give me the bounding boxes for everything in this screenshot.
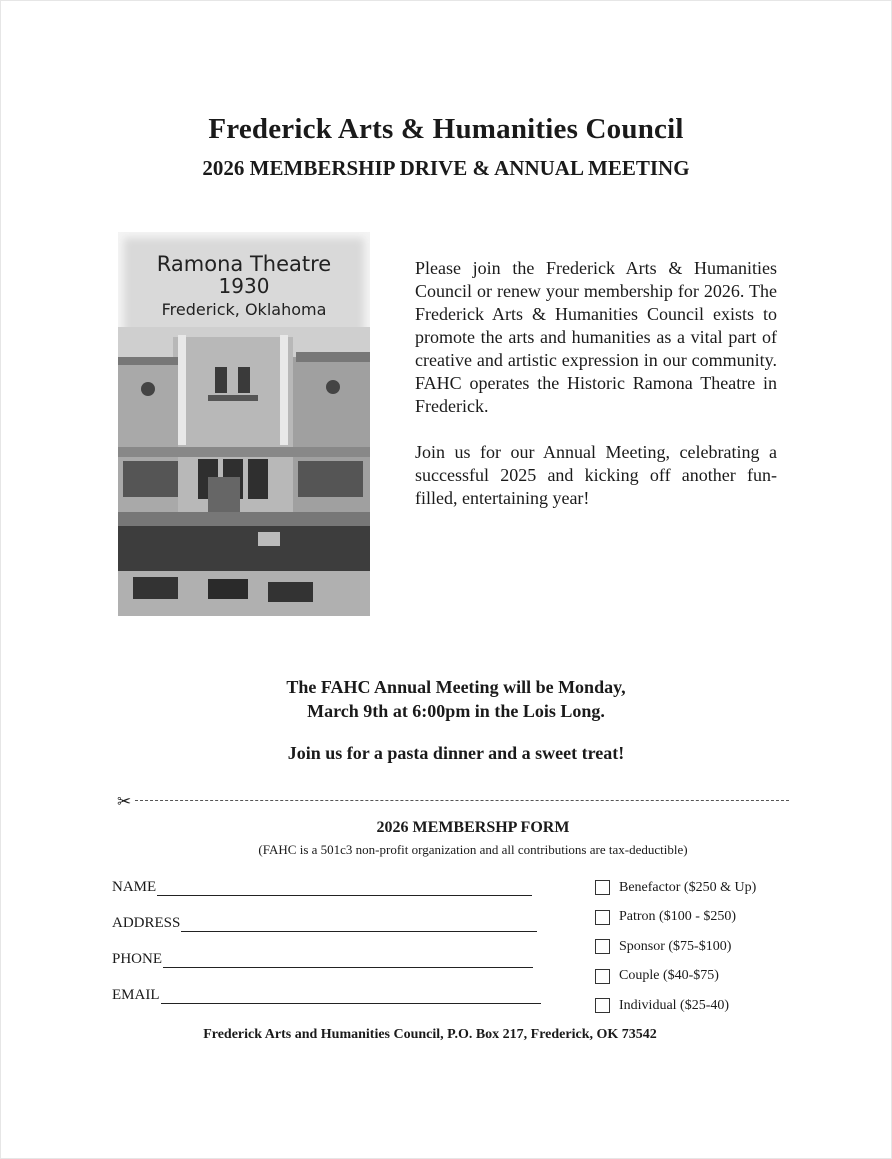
dinner-invitation: Join us for a pasta dinner and a sweet treat!: [287, 743, 625, 763]
checkbox[interactable]: [595, 939, 610, 954]
name-field[interactable]: [112, 879, 532, 896]
address-field[interactable]: [112, 915, 537, 932]
theatre-building-illustration: [118, 327, 370, 616]
email-field[interactable]: [112, 987, 541, 1004]
photo-caption-title: Ramona Theatre: [156, 252, 332, 276]
meeting-date-line2: March 9th at 6:00pm in the Lois Long.: [307, 701, 605, 721]
scissors-icon: ✂: [117, 792, 132, 812]
email-label: EMAIL: [112, 987, 160, 1003]
level-label: Couple ($40-$75): [619, 968, 719, 984]
photo-caption-location: Frederick, Oklahoma: [161, 300, 327, 319]
address-input-line[interactable]: [181, 917, 537, 932]
level-label: Sponsor ($75-$100): [619, 938, 732, 954]
footer-address: Frederick Arts and Humanities Council, P.O. Box 217, Frederick, OK 73542: [203, 1027, 657, 1042]
cut-line: [117, 792, 789, 812]
phone-input-line[interactable]: [163, 953, 533, 968]
checkbox[interactable]: [595, 880, 610, 895]
page-subtitle: 2026 MEMBERSHIP DRIVE & ANNUAL MEETING: [202, 156, 690, 180]
level-sponsor[interactable]: [595, 932, 756, 962]
intro-text: [415, 257, 777, 510]
level-label: Individual ($25-40): [619, 997, 730, 1013]
membership-levels: [595, 873, 756, 1021]
level-patron[interactable]: [595, 903, 756, 933]
name-input-line[interactable]: [157, 881, 532, 896]
ramona-theatre-photo: [118, 232, 370, 616]
name-label: NAME: [112, 879, 157, 895]
level-couple[interactable]: [595, 962, 756, 992]
checkbox[interactable]: [595, 910, 610, 925]
address-label: ADDRESS: [112, 915, 181, 931]
level-individual[interactable]: [595, 991, 756, 1021]
phone-field[interactable]: [112, 951, 533, 968]
intro-paragraph-meeting: Join us for our Annual Meeting, celebrating a successful 2025 and kicking off another fun-filled, entertaining year!: [415, 442, 777, 508]
email-input-line[interactable]: [161, 989, 541, 1004]
dashed-divider: [135, 800, 789, 801]
page-title: Frederick Arts & Humanities Council: [208, 113, 684, 145]
checkbox[interactable]: [595, 969, 610, 984]
checkbox[interactable]: [595, 998, 610, 1013]
intro-paragraph-membership: Please join the Frederick Arts & Humanities Council or renew your membership for 2026. The Frederick Arts & Humanities Council exists to promote the arts and humanities as a vital part of creative and artistic expression in our community. FAHC operates the Historic Ramona Theatre in Frederick.: [415, 258, 777, 416]
form-tax-note: (FAHC is a 501c3 non-profit organization and all contributions are tax-deductible): [258, 842, 688, 857]
form-title: 2026 MEMBERSHP FORM: [376, 819, 570, 836]
phone-label: PHONE: [112, 951, 163, 967]
meeting-date-line1: The FAHC Annual Meeting will be Monday,: [286, 677, 626, 697]
photo-caption-year: 1930: [218, 274, 270, 298]
level-label: Benefactor ($250 & Up): [619, 879, 757, 895]
level-benefactor[interactable]: [595, 873, 756, 903]
level-label: Patron ($100 - $250): [619, 909, 737, 925]
